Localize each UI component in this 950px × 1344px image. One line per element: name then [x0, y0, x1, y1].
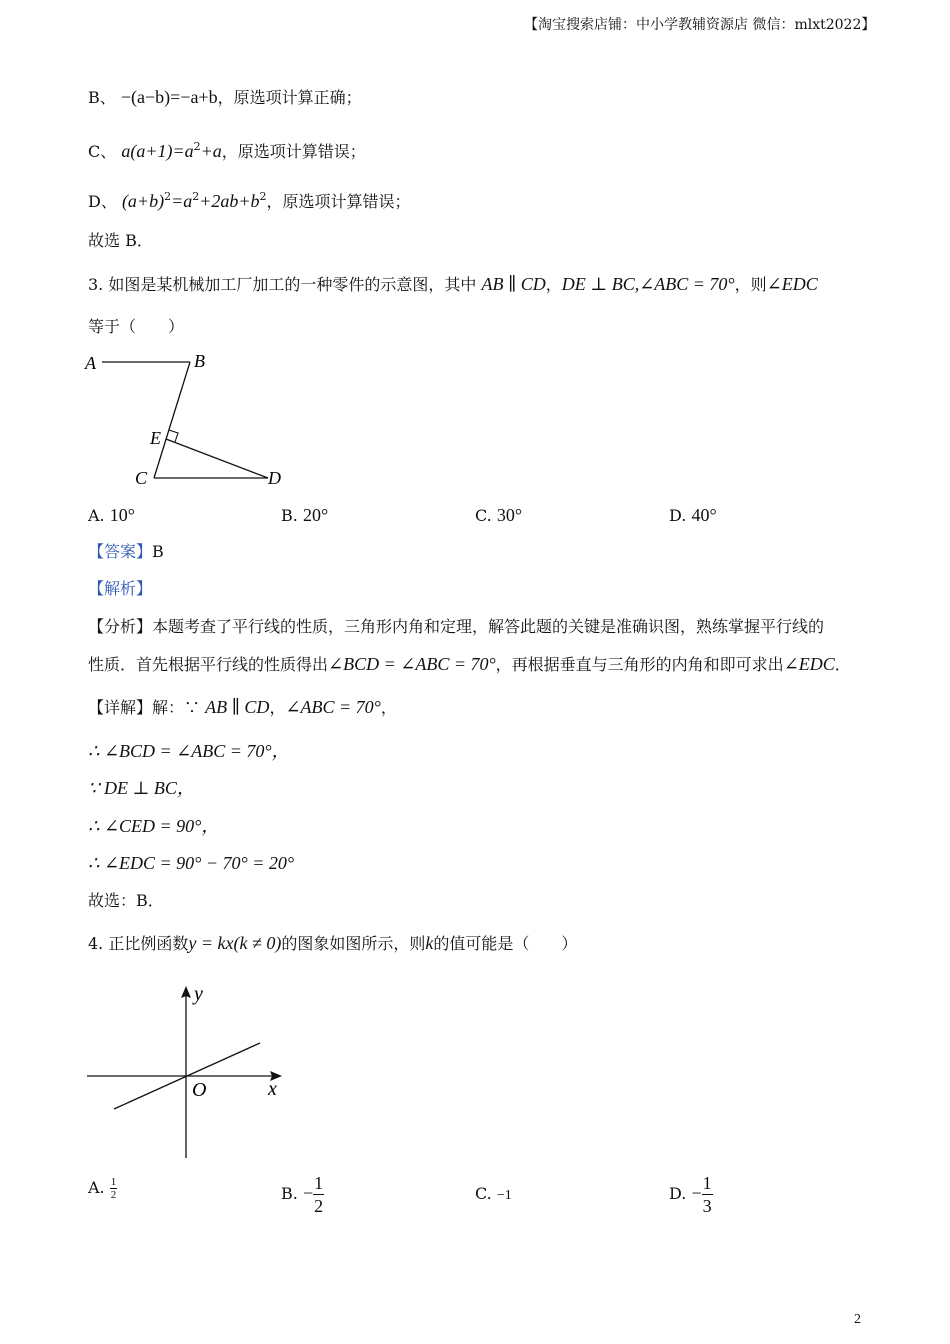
page-header: 【淘宝搜索店铺：中小学教辅资源店 微信：mlxt2022】 — [524, 17, 876, 33]
prev-option-d — [88, 186, 411, 213]
y-label: y — [194, 983, 203, 1005]
q3-stem — [88, 273, 818, 296]
prev-d-comment: ，原选项计算错误； — [266, 192, 411, 211]
q3-conclusion: 故选：B． — [88, 891, 164, 910]
prev-d-lhs: (a+b) — [121, 191, 165, 211]
q3-parallel: AB ∥ CD — [481, 274, 546, 294]
step-3: ∴ ∠CED = 90°， — [88, 816, 220, 836]
q4-func: y = kx(k ≠ 0) — [188, 933, 282, 953]
q4-stem-c: 的值可能是（ ） — [433, 934, 578, 953]
q3-target: ∠EDC — [766, 274, 818, 294]
detail-label: 【详解】 — [88, 698, 153, 717]
q4-option-b-den: 2 — [314, 1196, 324, 1216]
analysis-tag: 【解析】 — [88, 579, 153, 598]
detail-line: 【详解】解：∵ AB ∥ CD，∠ABC = 70°， — [88, 697, 397, 717]
q3-sep: ， — [545, 275, 562, 294]
q3-option-d — [669, 504, 717, 527]
detail-given1: AB ∥ CD — [205, 697, 270, 717]
detail-given2: ∠ABC = 70° — [285, 697, 381, 717]
origin-label: O — [192, 1079, 207, 1101]
analysis-text1: 本题考查了平行线的性质，三角形内角和定理，解答此题的关键是准确识图，熟练掌握平行线的 — [152, 617, 825, 636]
prev-b-comment: ，原选项计算正确； — [217, 88, 362, 107]
q3-option-a-value: 10° — [109, 505, 135, 525]
q3-option-c-value: 30° — [496, 505, 523, 525]
prev-d-rhs: =a — [171, 191, 193, 211]
step-4: ∴ ∠EDC = 90° − 70° = 20° — [88, 853, 295, 873]
q4-option-c-letter: C. — [475, 1184, 492, 1203]
prev-b-rhs: =−a+b — [170, 87, 218, 107]
q4-stem-b: 的图象如图所示，则 — [281, 934, 426, 953]
label-a: A — [85, 353, 96, 373]
q3-option-c-letter: C. — [475, 506, 492, 525]
q4-option-c — [475, 1183, 512, 1207]
q4-option-d — [669, 1172, 713, 1217]
label-e: E — [150, 428, 161, 448]
analysis-text2a: 性质．首先根据平行线的性质得出 — [88, 655, 329, 674]
detail-intro: 解：∵ — [152, 698, 201, 717]
q4-option-b-fraction — [313, 1172, 324, 1217]
prev-conclusion: 故选 B． — [88, 231, 153, 250]
q4-option-b-num: 1 — [314, 1173, 324, 1193]
prev-d-prefix: D、 — [88, 192, 117, 211]
prev-b-lhs: −(a−b) — [120, 87, 171, 107]
q3-then: ，则 — [734, 275, 767, 294]
q4-option-a-letter: A. — [88, 1178, 105, 1197]
q3-option-b — [281, 504, 328, 527]
prev-option-b — [88, 86, 362, 109]
q3-stem-line1: 3. 如图是某机械加工厂加工的一种零件的示意图，其中 — [88, 275, 477, 294]
prev-d-exp3: 2 — [259, 190, 267, 203]
q4-stem-a: 4. 正比例函数 — [88, 934, 189, 953]
analysis-eq: ∠BCD = ∠ABC = 70° — [328, 654, 496, 674]
q3-option-c — [475, 504, 522, 527]
q3-option-d-letter: D. — [669, 506, 687, 525]
step-1: ∴ ∠BCD = ∠ABC = 70°， — [88, 741, 290, 761]
q4-option-d-sign: − — [691, 1183, 702, 1203]
analysis-text2b: ，再根据垂直与三角形的内角和即可求出 — [495, 655, 784, 674]
x-label: x — [268, 1078, 277, 1100]
prev-c-lhs: a(a+1) — [121, 141, 173, 161]
prev-d-exp2: 2 — [192, 190, 200, 203]
q4-option-a-num: 1 — [110, 1176, 117, 1188]
prev-b-prefix: B、 — [88, 88, 116, 107]
analysis-line1 — [88, 616, 824, 638]
prev-c-rhs: =a — [172, 141, 194, 161]
q3-option-a — [88, 504, 135, 527]
prev-c-prefix: C、 — [88, 142, 117, 161]
q3-option-d-value: 40° — [691, 505, 717, 525]
q4-option-a-den: 2 — [110, 1189, 117, 1201]
q4-option-d-den: 3 — [702, 1196, 712, 1216]
q4-option-a — [88, 1176, 117, 1201]
q4-graph — [82, 978, 297, 1163]
q4-stem — [88, 932, 577, 955]
q4-option-a-fraction — [110, 1176, 118, 1201]
q4-option-d-num: 1 — [702, 1173, 712, 1193]
q4-k: k — [425, 933, 434, 953]
q3-option-b-letter: B. — [281, 506, 298, 525]
prev-option-c — [88, 136, 366, 163]
page-number: 2 — [854, 1312, 861, 1327]
q3-perp: DE ⊥ BC,∠ABC = 70° — [561, 274, 735, 294]
prev-d-rhs2: +2ab+b — [199, 191, 260, 211]
prev-c-rhs2: +a — [200, 141, 222, 161]
q3-answer — [88, 541, 164, 563]
answer-tag: 【答案】 — [88, 542, 153, 561]
label-b: B — [194, 351, 205, 371]
q3-option-a-letter: A. — [88, 506, 105, 525]
analysis-end: ． — [834, 655, 851, 674]
prev-c-exp: 2 — [193, 140, 201, 153]
q4-option-b-letter: B. — [281, 1184, 298, 1203]
q3-stem-line2: 等于（ ） — [88, 317, 185, 336]
prev-c-comment: ，原选项计算错误； — [221, 142, 366, 161]
q4-option-c-value: −1 — [496, 1188, 512, 1203]
analysis-line2 — [88, 653, 851, 676]
label-c: C — [135, 468, 148, 488]
q4-option-d-letter: D. — [669, 1184, 687, 1203]
analysis-target: ∠EDC — [783, 654, 835, 674]
answer-value: B — [152, 542, 164, 561]
q4-option-b-sign: − — [302, 1183, 314, 1203]
q3-option-b-value: 20° — [302, 505, 329, 525]
q3-figure — [82, 348, 292, 493]
analysis-label: 【分析】 — [88, 617, 153, 636]
q4-option-d-fraction — [702, 1172, 713, 1217]
segment-bc — [154, 362, 190, 478]
q4-option-b — [281, 1172, 324, 1217]
step-2: ∵ DE ⊥ BC， — [88, 778, 195, 798]
segment-ed — [166, 439, 268, 478]
label-d: D — [268, 468, 281, 488]
prev-d-exp1: 2 — [164, 190, 172, 203]
